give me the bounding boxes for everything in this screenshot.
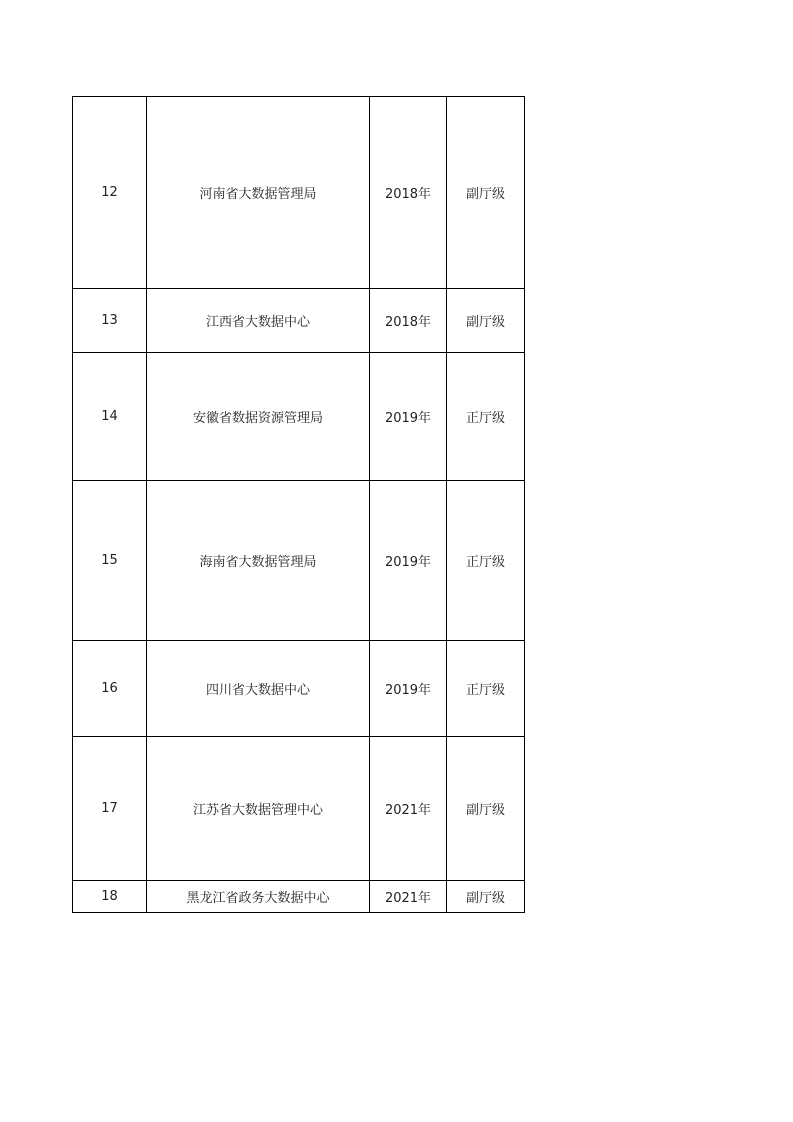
agency-name: 黑龙江省政务大数据中心: [147, 881, 370, 913]
agency-name: 海南省大数据管理局: [147, 481, 370, 641]
table-row: [73, 737, 525, 881]
established-year: 2019年: [370, 353, 447, 481]
agency-name: 江苏省大数据管理中心: [147, 737, 370, 881]
established-year: 2019年: [370, 481, 447, 641]
row-index: 18: [73, 881, 147, 913]
admin-level: 副厅级: [447, 97, 525, 289]
row-index: 12: [73, 97, 147, 289]
row-index: 15: [73, 481, 147, 641]
table-row: [73, 641, 525, 737]
admin-level: 副厅级: [447, 737, 525, 881]
established-year: 2019年: [370, 641, 447, 737]
table-row: [73, 481, 525, 641]
table-row: [73, 353, 525, 481]
admin-level: 正厅级: [447, 353, 525, 481]
row-index: 14: [73, 353, 147, 481]
table-row: [73, 97, 525, 289]
established-year: 2021年: [370, 737, 447, 881]
agency-name: 河南省大数据管理局: [147, 97, 370, 289]
agency-name: 四川省大数据中心: [147, 641, 370, 737]
table-row: [73, 289, 525, 353]
row-index: 13: [73, 289, 147, 353]
row-index: 17: [73, 737, 147, 881]
agency-name: 江西省大数据中心: [147, 289, 370, 353]
agency-name: 安徽省数据资源管理局: [147, 353, 370, 481]
admin-level: 正厅级: [447, 481, 525, 641]
established-year: 2021年: [370, 881, 447, 913]
table-row: [73, 881, 525, 913]
row-index: 16: [73, 641, 147, 737]
admin-level: 正厅级: [447, 641, 525, 737]
admin-level: 副厅级: [447, 881, 525, 913]
established-year: 2018年: [370, 97, 447, 289]
agency-table: [72, 96, 525, 913]
established-year: 2018年: [370, 289, 447, 353]
admin-level: 副厅级: [447, 289, 525, 353]
